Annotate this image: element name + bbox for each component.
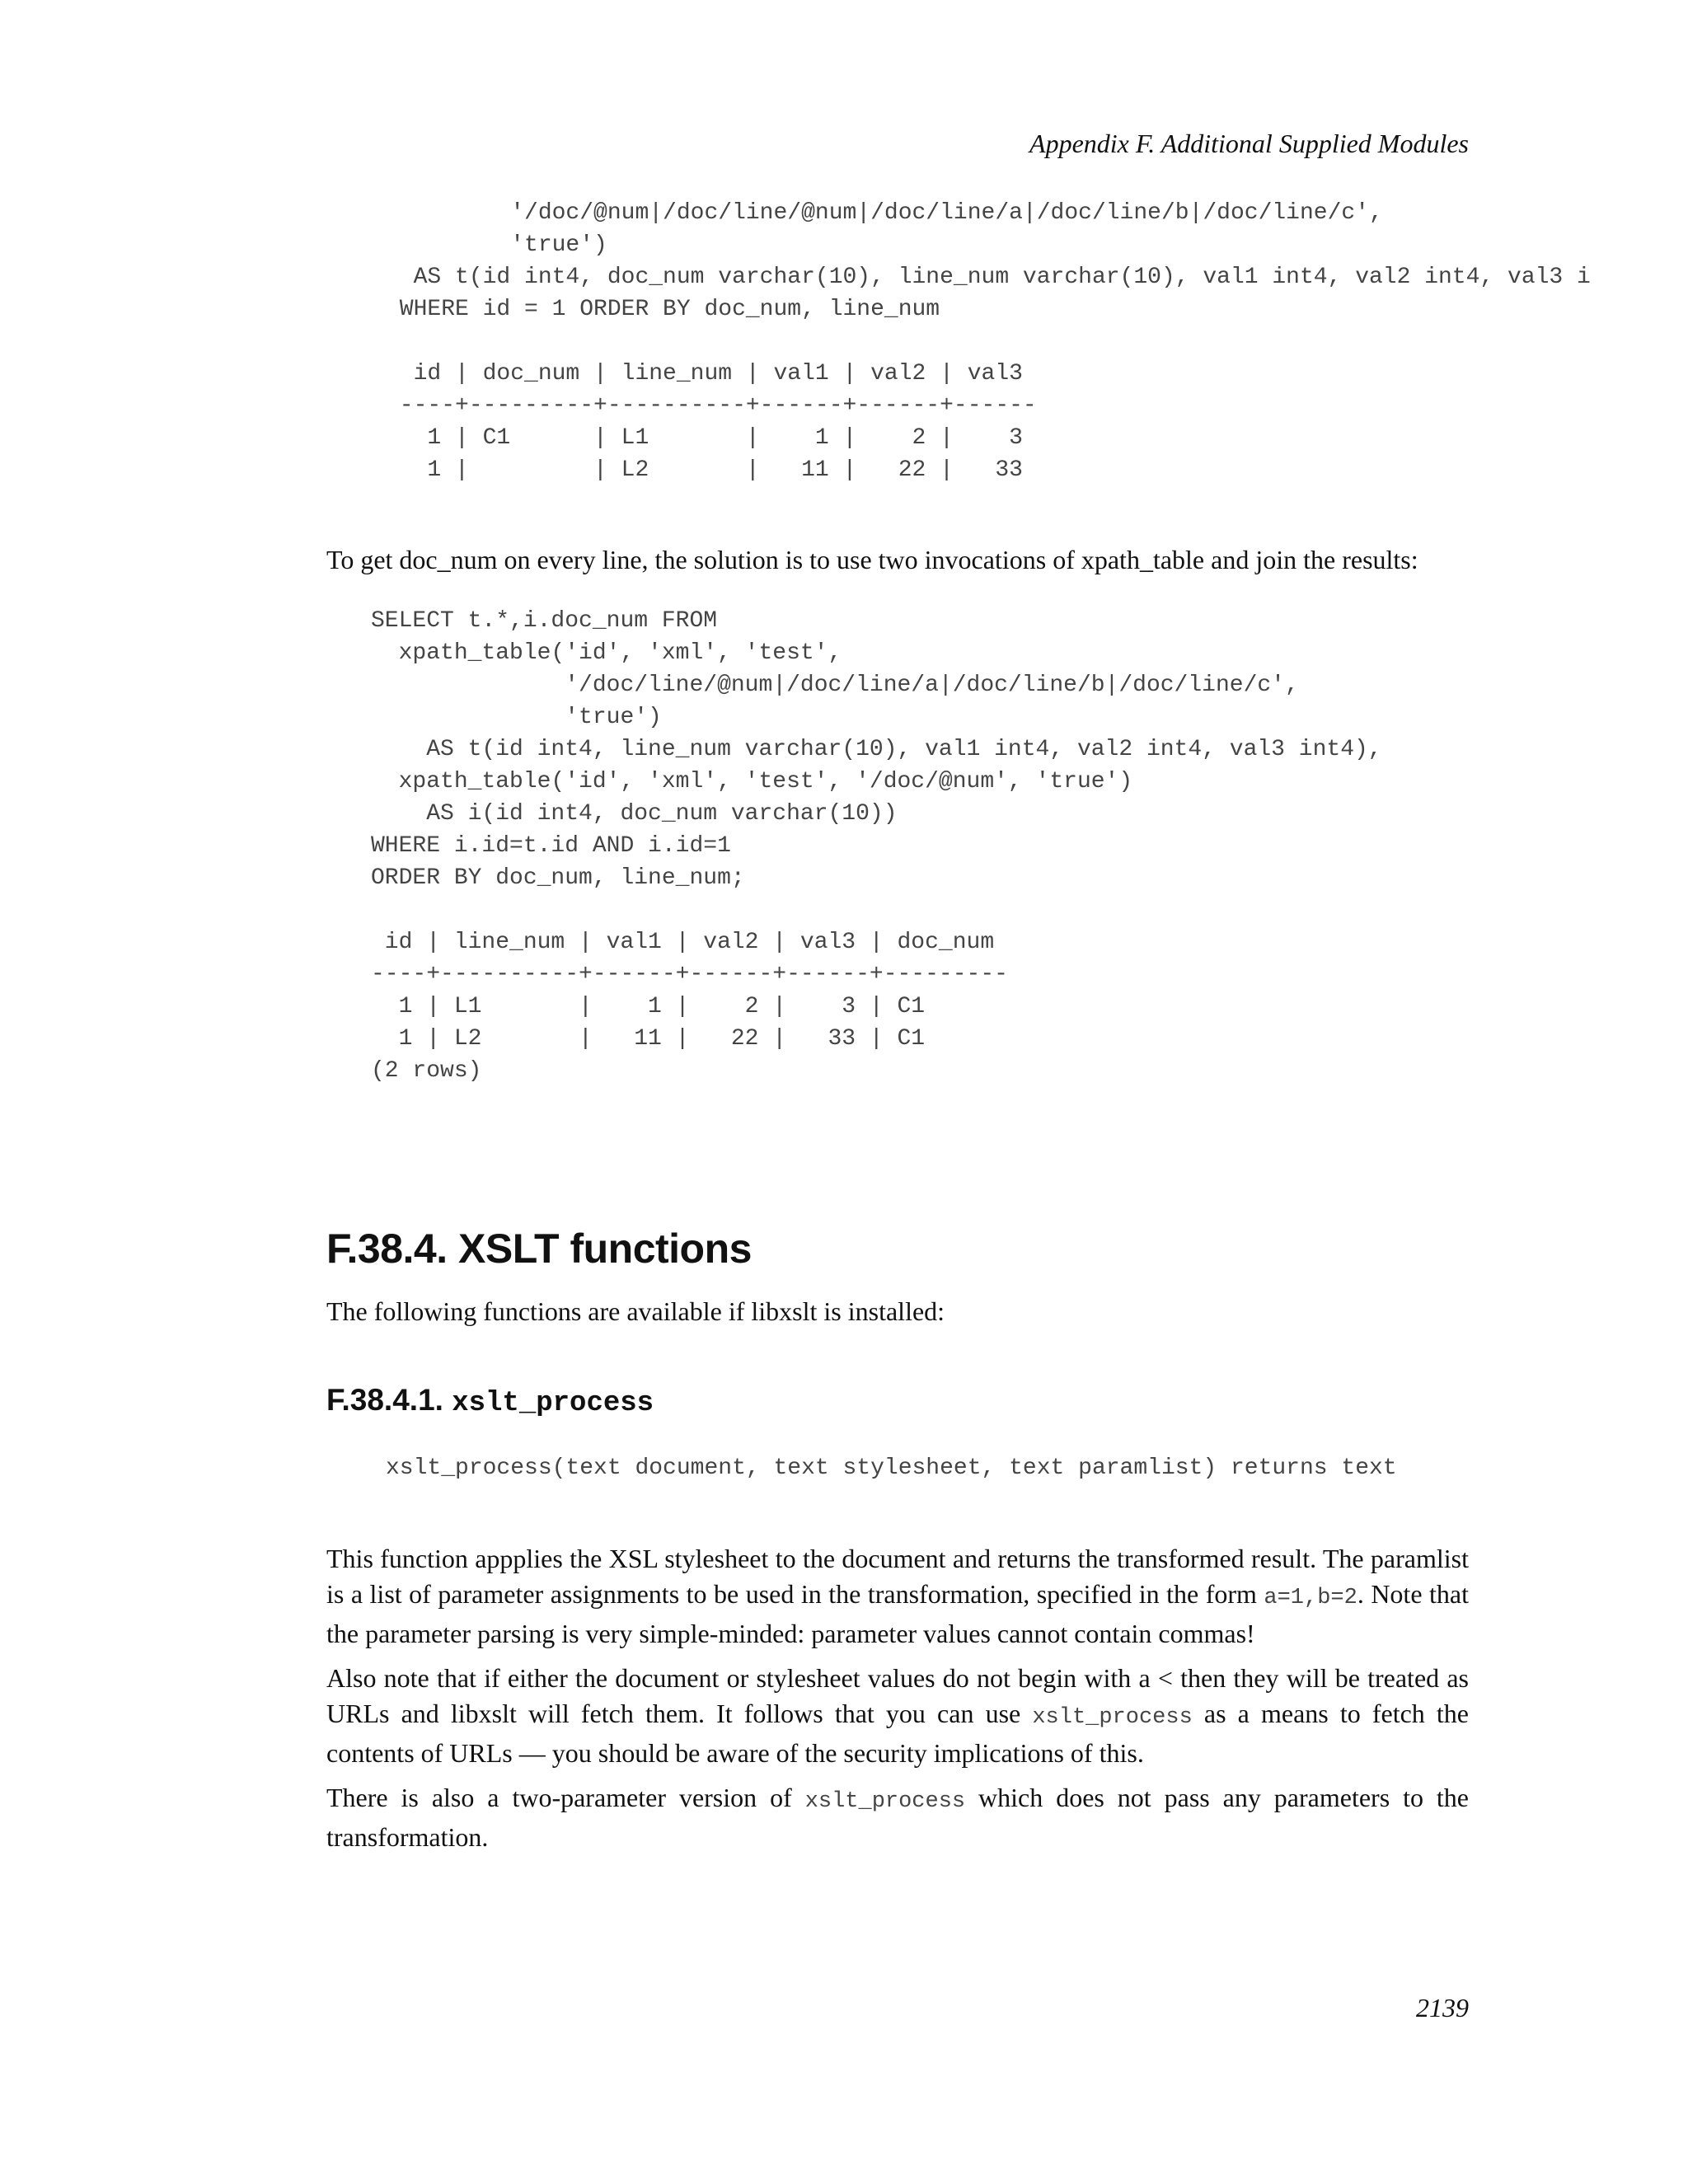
code-line: 1 | L1 | 1 | 2 | 3 | C1 <box>371 994 926 1019</box>
para1-text-start: This function appplies the XSL stylesheet to the document and returns the transformed result. The paramlist is a list of parameter assignments to be used in the transformation, specified in the form <box>326 1544 1469 1609</box>
code-line: 1 | C1 | L1 | 1 | 2 | 3 <box>386 425 1023 451</box>
code-line: AS t(id int4, line_num varchar(10), val1 int4, val2 int4, val3 int4), <box>371 737 1382 762</box>
section-intro: The following functions are available if libxslt is installed: <box>326 1296 945 1326</box>
code-line: xpath_table('id', 'xml', 'test', '/doc/@num', 'true') <box>371 769 1133 794</box>
code-line: ----+---------+----------+------+------+------ <box>386 393 1037 419</box>
code-line: AS i(id int4, doc_num varchar(10)) <box>371 801 898 827</box>
description-paragraph-1 <box>326 1541 1469 1652</box>
function-prototype: xslt_process(text document, text stylesheet, text paramlist) returns text <box>386 1455 1397 1481</box>
intro-paragraph: To get doc_num on every line, the solution is to use two invocations of xpath_table and join the results: <box>326 545 1418 574</box>
code-line: 1 | | L2 | 11 | 22 | 33 <box>386 457 1023 483</box>
inline-code-function: xslt_process <box>804 1789 966 1814</box>
code-line: WHERE i.id=t.id AND i.id=1 <box>371 833 731 859</box>
description-paragraph-3 <box>326 1780 1469 1855</box>
para2-text-end: as a means to fetch the contents of URLs — you should be aware of the security implications of this. <box>326 1699 1470 1768</box>
code-line: (2 rows) <box>371 1058 482 1084</box>
code-line: ORDER BY doc_num, line_num; <box>371 865 745 891</box>
para3-text-start: There is also a two-parameter version of <box>326 1783 805 1812</box>
description-paragraph-2 <box>326 1661 1469 1771</box>
section-heading: F.38.4. XSLT functions <box>326 1226 752 1272</box>
para3-text-end: which does not pass any parameters to the transformation. <box>326 1783 1470 1852</box>
running-header: Appendix F. Additional Supplied Modules <box>1029 129 1469 158</box>
code-line: '/doc/line/@num|/doc/line/a|/doc/line/b|/doc/line/c', <box>371 673 1299 698</box>
code-block-join-query <box>371 605 1382 1087</box>
code-line: id | doc_num | line_num | val1 | val2 | val3 <box>386 361 1023 387</box>
code-line: ----+----------+------+------+------+--------- <box>371 962 1008 987</box>
page-number: 2139 <box>1416 1993 1469 2022</box>
code-line: xpath_table('id', 'xml', 'test', <box>371 640 842 666</box>
para1-text-end: . Note that the parameter parsing is very simple-minded: parameter values cannot contain commas! <box>326 1579 1470 1648</box>
subsection-heading <box>326 1383 654 1419</box>
code-block-xpath-table-result <box>386 197 1591 486</box>
para2-text-start: Also note that if either the document or stylesheet values do not begin with a < then they will be treated as URLs and libxslt will fetch them. It follows that you can use <box>326 1663 1469 1728</box>
code-line: id | line_num | val1 | val2 | val3 | doc_num <box>371 930 995 955</box>
code-line: WHERE id = 1 ORDER BY doc_num, line_num <box>386 297 940 322</box>
code-line: AS t(id int4, doc_num varchar(10), line_num varchar(10), val1 int4, val2 int4, val3 i <box>386 265 1591 290</box>
inline-code-function: xslt_process <box>1032 1705 1193 1730</box>
subsection-function-name: xslt_process <box>452 1388 654 1419</box>
code-line: 1 | L2 | 11 | 22 | 33 | C1 <box>371 1026 926 1052</box>
code-line: 'true') <box>371 705 662 730</box>
subsection-number: F.38.4.1. <box>326 1383 443 1417</box>
inline-code-param-example: a=1,b=2 <box>1264 1586 1357 1610</box>
code-line: SELECT t.*,i.doc_num FROM <box>371 608 718 634</box>
code-line: '/doc/@num|/doc/line/@num|/doc/line/a|/doc/line/b|/doc/line/c', <box>386 200 1383 226</box>
code-line: 'true') <box>386 232 607 258</box>
